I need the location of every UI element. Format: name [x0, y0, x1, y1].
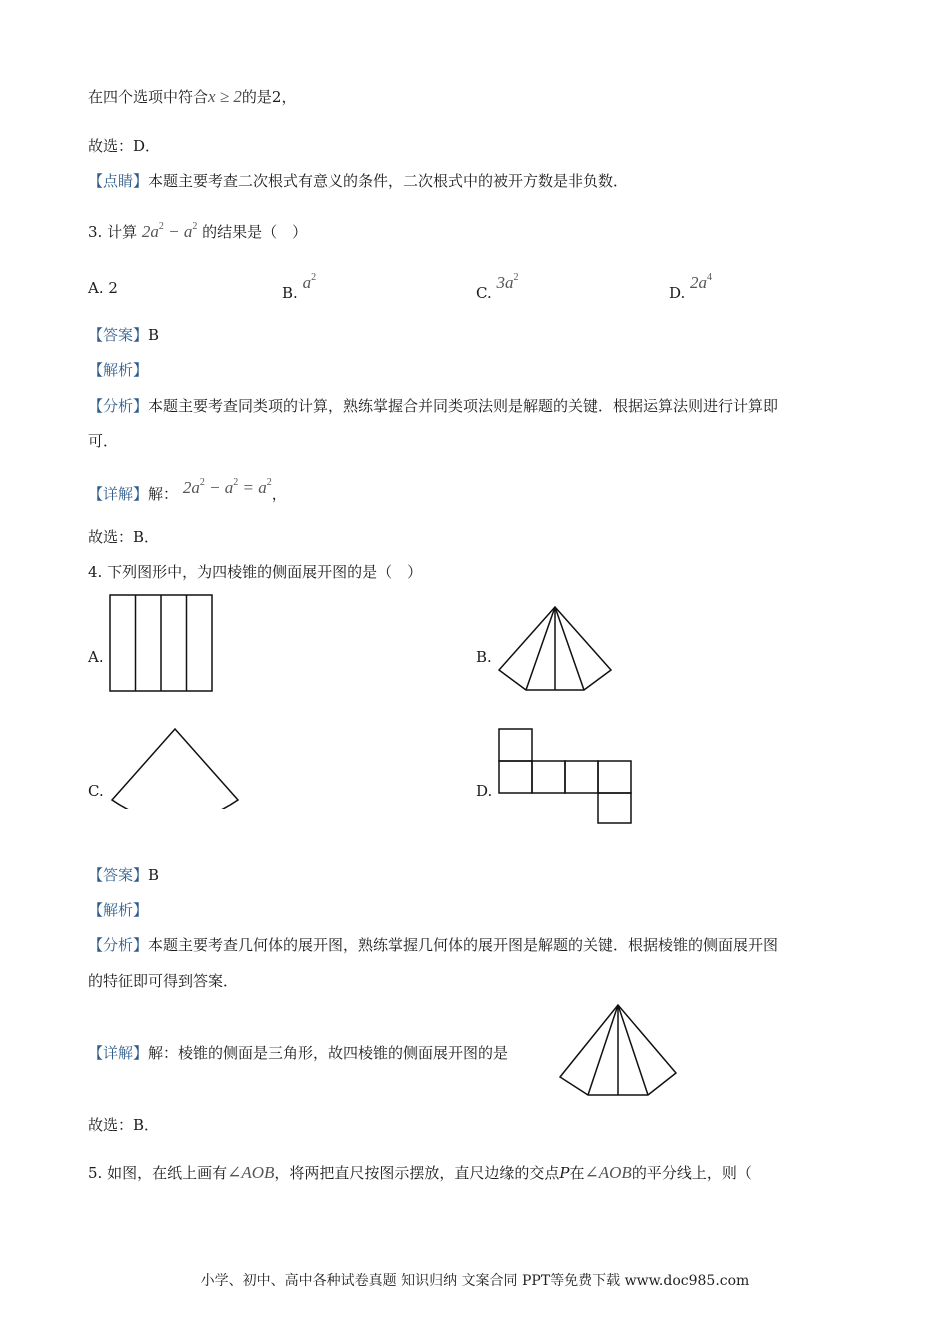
question-4: 4. 下列图形中，为四棱锥的侧面展开图的是（ ）: [88, 563, 423, 581]
page-footer: 小学、初中、高中各种试卷真题 知识归纳 文案合同 PPT等免费下载 www.doc985.com: [200, 1273, 750, 1289]
question-5: 5. 如图，在纸上画有∠AOB，将两把直尺按图示摆放，直尺边缘的交点P在∠AOB的平分线上，则（: [88, 1163, 752, 1182]
q4-option-c-figure: [108, 725, 242, 809]
answer-choice-line: 故选：D．: [88, 137, 161, 155]
q4-solution-figure: [556, 1002, 680, 1098]
xiangjie-tag: 【详解】: [88, 1044, 149, 1062]
q4-jiexi-tag: 【解析】: [88, 901, 149, 919]
dianjing-text: 本题主要考查二次根式有意义的条件，二次根式中的被开方数是非负数．: [148, 172, 629, 190]
answer-value: B: [148, 326, 160, 344]
text: 在四个选项中符合: [88, 88, 209, 106]
q4-option-b-label: B.: [476, 648, 492, 666]
text: 的是2，: [241, 88, 297, 106]
q4-option-d-label: D.: [476, 782, 493, 800]
q4-fenxi-line-2: 的特征即可得到答案．: [88, 972, 239, 990]
angle-aob: ∠AOB: [584, 1163, 632, 1182]
q3-option-b: B. $a^2$: [282, 272, 317, 302]
q4-option-c-label: C.: [88, 782, 104, 800]
q3-xiangjie: 【详解】解： $2a^2 - a^2 = a^2$，: [88, 477, 287, 503]
fenxi-tag: 【分析】: [88, 397, 149, 415]
question-3-expression: $2a^2 - a^2$: [141, 221, 198, 241]
q3-solution-expression: $2a^2 - a^2 = a^2$: [182, 477, 272, 497]
answer-value: B: [148, 866, 160, 884]
xiangjie-tag: 【详解】: [88, 485, 149, 503]
q4-xiangjie: [88, 1042, 508, 1064]
angle-aob: ∠AOB: [227, 1163, 275, 1182]
q3-fenxi-line-1: [88, 395, 778, 417]
q3-guxuan: 故选：B．: [88, 528, 160, 546]
q4-guxuan: 故选：B．: [88, 1116, 160, 1134]
dianjing-tag: 【点睛】: [88, 172, 149, 190]
math-inequality: x ≥ 2: [208, 87, 242, 106]
question-3-suffix: 的结果是（ ）: [202, 223, 308, 241]
dianjing-line: [88, 170, 628, 192]
q4-option-a-figure: [108, 593, 214, 693]
q3-option-c: C. $3a^2$: [476, 272, 519, 302]
answer-tag: 【答案】: [88, 326, 149, 344]
q4-fenxi-line-1: [88, 934, 778, 956]
fenxi-text: 本题主要考查几何体的展开图，熟练掌握几何体的展开图是解题的关键．根据棱锥的侧面展开图: [148, 936, 779, 954]
fenxi-tag: 【分析】: [88, 936, 149, 954]
q3-option-a: A. 2: [88, 279, 118, 297]
answer-tag: 【答案】: [88, 866, 149, 884]
q3-option-d: D. $2a^4$: [669, 272, 713, 302]
text-line: [88, 86, 296, 108]
q4-option-a-label: A.: [88, 648, 104, 666]
q3-jiexi-tag: 【解析】: [88, 361, 149, 379]
xiangjie-text: 解：棱锥的侧面是三角形，故四棱锥的侧面展开图的是: [148, 1044, 509, 1062]
q4-option-d-figure: [497, 727, 635, 825]
question-3: [88, 216, 307, 243]
q4-option-b-figure: [495, 604, 615, 694]
q3-answer: [88, 324, 159, 346]
question-3-prefix: 3. 计算: [88, 223, 138, 241]
fenxi-text: 本题主要考查同类项的计算，熟练掌握合并同类项法则是解题的关键．根据运算法则进行计算即: [148, 397, 779, 415]
q4-answer: [88, 864, 159, 886]
q3-fenxi-line-2: 可．: [88, 432, 119, 450]
